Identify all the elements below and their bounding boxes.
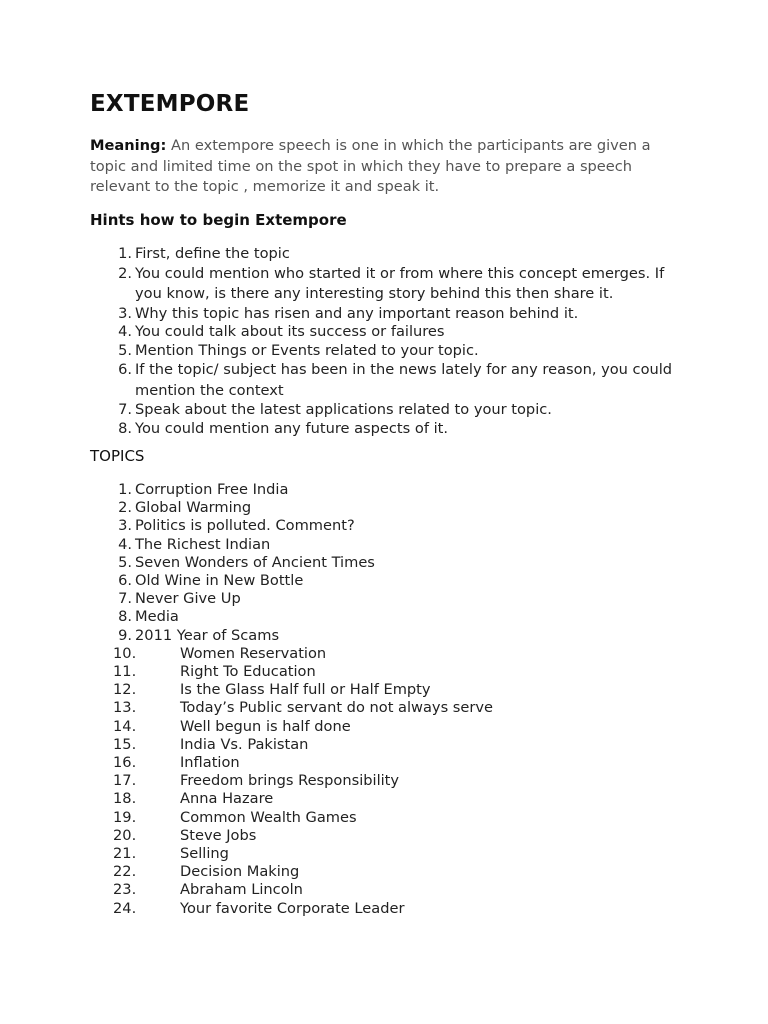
- hint-number: 1.: [118, 245, 132, 262]
- topic-item: [90, 754, 690, 772]
- topic-text: Selling: [180, 845, 229, 863]
- hint-number: 7.: [118, 401, 132, 419]
- topic-number: 3.: [118, 517, 132, 535]
- topic-text: Corruption Free India: [135, 481, 289, 498]
- topic-text: Common Wealth Games: [180, 808, 357, 826]
- topic-item: [90, 663, 690, 681]
- hints-list: [90, 245, 690, 439]
- hint-item: [90, 323, 690, 342]
- topic-text: Global Warming: [135, 499, 252, 517]
- topic-item: [90, 900, 690, 918]
- hint-text: You could mention any future aspects of it.: [135, 419, 449, 437]
- topic-number: 7.: [118, 590, 132, 608]
- topic-item: [90, 790, 690, 808]
- topic-number: 6.: [118, 572, 132, 590]
- topic-number: 9.: [118, 626, 132, 644]
- hint-number: 8.: [118, 419, 132, 437]
- topic-item: [90, 536, 690, 554]
- topic-number: 23.: [113, 881, 137, 899]
- topic-item: [90, 590, 690, 608]
- topic-text: India Vs. Pakistan: [180, 735, 309, 753]
- topic-number: 5.: [118, 553, 132, 571]
- topic-item: [90, 772, 690, 790]
- topic-text: Politics is polluted. Comment?: [135, 517, 355, 535]
- hint-item: [90, 401, 690, 420]
- hint-item: [90, 305, 690, 324]
- topic-number: 18.: [113, 790, 137, 808]
- hint-number: 4.: [118, 323, 132, 341]
- meaning-paragraph: [90, 136, 690, 198]
- hint-number: 5.: [118, 341, 132, 359]
- topic-text: 2011 Year of Scams: [135, 626, 280, 644]
- topic-item: [90, 736, 690, 754]
- topic-text: The Richest Indian: [135, 535, 271, 553]
- hint-number: 2.: [118, 264, 132, 282]
- topic-item: [90, 645, 690, 663]
- hint-number: 6.: [118, 361, 132, 379]
- meaning-label: Meaning:: [90, 137, 167, 154]
- hint-item: [90, 342, 690, 361]
- topic-number: 20.: [113, 826, 137, 844]
- topic-text: Decision Making: [180, 863, 300, 881]
- hint-text: You could mention who started it or from where this concept emerges. If you know, is there any interesting story behind this then share it.: [135, 264, 665, 303]
- topics-heading: TOPICS: [90, 447, 145, 465]
- topic-text: Today’s Public servant do not always serve: [180, 699, 494, 717]
- topic-number: 12.: [113, 681, 137, 699]
- topic-number: 22.: [113, 863, 137, 881]
- topic-number: 16.: [113, 754, 137, 772]
- topic-item: [90, 517, 690, 535]
- topic-item: [90, 881, 690, 899]
- topic-item: [90, 863, 690, 881]
- hint-text: First, define the topic: [135, 245, 290, 262]
- topic-text: Never Give Up: [135, 590, 241, 608]
- topic-item: [90, 827, 690, 845]
- hint-text: Mention Things or Events related to your topic.: [135, 341, 479, 359]
- topic-number: 19.: [113, 808, 137, 826]
- topic-item: [90, 718, 690, 736]
- topic-text: Women Reservation: [180, 644, 327, 662]
- topic-number: 17.: [113, 772, 137, 790]
- topic-text: Seven Wonders of Ancient Times: [135, 553, 375, 571]
- topic-item: [90, 481, 690, 499]
- topic-text: Your favorite Corporate Leader: [180, 899, 405, 917]
- topic-number: 13.: [113, 699, 137, 717]
- topic-text: Anna Hazare: [180, 790, 274, 808]
- hint-item: [90, 245, 690, 264]
- topic-number: 15.: [113, 735, 137, 753]
- topic-item: [90, 499, 690, 517]
- topic-number: 1.: [118, 481, 132, 498]
- topic-number: 11.: [113, 663, 137, 681]
- topic-number: 4.: [118, 535, 132, 553]
- topic-item: [90, 681, 690, 699]
- topic-number: 2.: [118, 499, 132, 517]
- topic-number: 8.: [118, 608, 132, 626]
- topic-item: [90, 809, 690, 827]
- topic-number: 21.: [113, 845, 137, 863]
- topic-number: 14.: [113, 717, 137, 735]
- topic-number: 24.: [113, 899, 137, 917]
- hint-item: [90, 420, 690, 439]
- hint-text: Why this topic has risen and any important reason behind it.: [135, 304, 579, 322]
- topic-item: [90, 554, 690, 572]
- topic-text: Well begun is half done: [180, 717, 351, 735]
- topic-item: [90, 699, 690, 717]
- hint-number: 3.: [118, 304, 132, 322]
- topic-text: Inflation: [180, 754, 240, 772]
- meaning-text: An extempore speech is one in which the participants are given a topic and limited time on the spot in which they have to prepare a speech relevant to the topic , memorize it and speak it.: [90, 137, 651, 195]
- hint-text: Speak about the latest applications related to your topic.: [135, 401, 552, 419]
- topic-text: Steve Jobs: [180, 826, 257, 844]
- topic-item: [90, 627, 690, 645]
- topics-list: [90, 481, 690, 918]
- topic-text: Media: [135, 608, 179, 626]
- topic-text: Old Wine in New Bottle: [135, 572, 304, 590]
- topic-text: Is the Glass Half full or Half Empty: [180, 681, 431, 699]
- page-title: EXTEMPORE: [90, 91, 250, 117]
- hints-heading: Hints how to begin Extempore: [90, 211, 347, 229]
- topic-text: Right To Education: [180, 663, 316, 681]
- topic-item: [90, 608, 690, 626]
- hint-text: If the topic/ subject has been in the news lately for any reason, you could mention the context: [135, 361, 673, 399]
- topic-number: 10.: [113, 644, 137, 662]
- topic-text: Freedom brings Responsibility: [180, 772, 400, 790]
- topic-text: Abraham Lincoln: [180, 881, 303, 899]
- hint-item: [90, 264, 690, 305]
- topic-item: [90, 572, 690, 590]
- topic-item: [90, 845, 690, 863]
- hint-item: [90, 360, 690, 401]
- hint-text: You could talk about its success or failures: [135, 323, 445, 341]
